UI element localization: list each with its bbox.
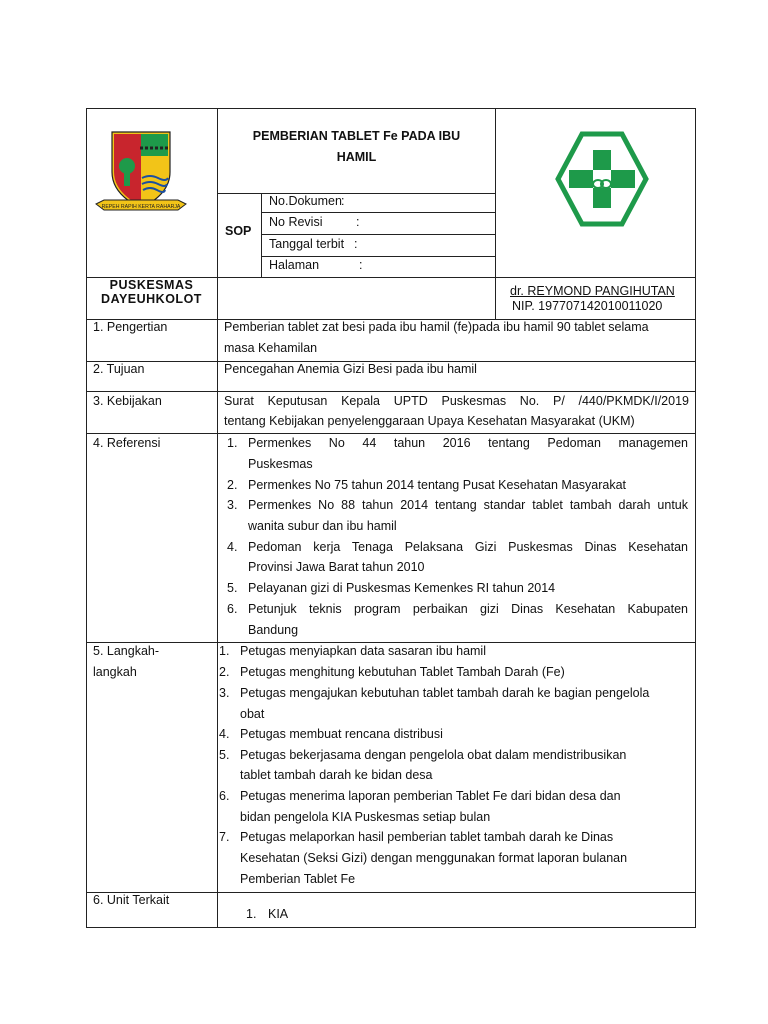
referensi-item-num: 2. bbox=[227, 478, 238, 492]
langkah-item-line: Petugas membuat rencana distribusi bbox=[240, 727, 443, 741]
pengertian-label: 1. Pengertian bbox=[93, 320, 168, 334]
kebijakan-label: 3. Kebijakan bbox=[93, 394, 162, 408]
langkah-item-line: Petugas menerima laporan pemberian Tablet Fe dari bidan desa dan bbox=[240, 789, 621, 803]
pengertian-text-line1: Pemberian tablet zat besi pada ibu hamil (fe)pada ibu hamil 90 tablet selama bbox=[224, 320, 649, 334]
org-name-line2: DAYEUHKOLOT bbox=[101, 292, 202, 306]
referensi-item-num: 6. bbox=[227, 602, 238, 616]
doc-field-label-revision: No Revisi bbox=[269, 215, 323, 229]
puskesmas-cross-icon bbox=[555, 131, 649, 227]
sop-label: SOP bbox=[225, 224, 252, 238]
referensi-item-line2: Provinsi Jawa Barat tahun 2010 bbox=[248, 560, 425, 574]
langkah-item-num: 1. bbox=[219, 644, 230, 658]
title-bottom-line bbox=[217, 193, 496, 194]
doc-field-sep-revision: : bbox=[356, 215, 360, 229]
motto-text: REPEH RAPIH KERTA RAHARJA bbox=[101, 204, 181, 210]
langkah-item-line: Pemberian Tablet Fe bbox=[240, 872, 356, 886]
langkah-item-line: Petugas bekerjasama dengan pengelola obat dalam mendistribusikan bbox=[240, 748, 627, 762]
langkah-item-num: 7. bbox=[219, 830, 230, 844]
langkah-item-line: bidan pengelola KIA Puskesmas setiap bulan bbox=[240, 810, 491, 824]
langkah-item-num: 2. bbox=[219, 665, 230, 679]
table-border-right bbox=[695, 108, 696, 928]
langkah-item-line: Petugas mengajukan kebutuhan tablet tambah darah ke bagian pengelola bbox=[240, 686, 650, 700]
referensi-item-line2: Puskesmas bbox=[248, 457, 313, 471]
langkah-label-line1: 5. Langkah- bbox=[93, 644, 160, 658]
doc-field-line-2 bbox=[261, 234, 496, 235]
referensi-item-line1: Permenkes No 75 tahun 2014 tentang Pusat Kesehatan Masyarakat bbox=[248, 478, 627, 492]
table-border-top bbox=[86, 108, 696, 109]
table-border-left bbox=[86, 108, 87, 928]
unit-terkait-label: 6. Unit Terkait bbox=[93, 893, 170, 907]
langkah-item-line: tablet tambah darah ke bidan desa bbox=[240, 768, 433, 782]
table-border-bottom bbox=[86, 927, 696, 928]
doc-field-label-number: No.Dokumen bbox=[269, 194, 342, 208]
signer-name: dr. REYMOND PANGIHUTAN bbox=[510, 284, 675, 298]
tujuan-text: Pencegahan Anemia Gizi Besi pada ibu hamil bbox=[224, 362, 477, 376]
kebijakan-text-line1: Surat Keputusan Kepala UPTD Puskesmas No. P/ /440/PKMDK/I/2019 bbox=[224, 394, 689, 408]
referensi-item-line1: Petunjuk teknis program perbaikan gizi Dinas Kesehatan Kabupaten bbox=[248, 602, 688, 616]
row-line-2 bbox=[86, 391, 696, 392]
langkah-item-num: 3. bbox=[219, 686, 230, 700]
doc-field-sep-number: : bbox=[341, 194, 345, 208]
kebijakan-text-line2: tentang Kebijakan penyelenggaraan Upaya Kesehatan Masyarakat (UKM) bbox=[224, 414, 635, 428]
referensi-item-line1: Permenkes No 44 tahun 2016 tentang Pedoman managemen bbox=[248, 436, 688, 450]
langkah-label-line2: langkah bbox=[93, 665, 137, 679]
right-logo bbox=[555, 131, 649, 227]
doc-field-sep-date: : bbox=[354, 237, 358, 251]
pengertian-text-line2: masa Kehamilan bbox=[224, 341, 318, 355]
org-name-line1: PUSKESMAS bbox=[109, 278, 194, 292]
langkah-item-line: Petugas menyiapkan data sasaran ibu hamil bbox=[240, 644, 486, 658]
doc-field-label-page: Halaman bbox=[269, 258, 320, 272]
unit-item-text: KIA bbox=[268, 907, 289, 921]
referensi-item-num: 5. bbox=[227, 581, 238, 595]
document-title-line1: PEMBERIAN TABLET Fe PADA IBU bbox=[252, 129, 461, 143]
referensi-item-num: 4. bbox=[227, 540, 238, 554]
referensi-item-num: 1. bbox=[227, 436, 238, 450]
referensi-item-line2: wanita subur dan ibu hamil bbox=[248, 519, 397, 533]
langkah-item-line: Petugas menghitung kebutuhan Tablet Tambah Darah (Fe) bbox=[240, 665, 565, 679]
langkah-item-num: 5. bbox=[219, 748, 230, 762]
doc-field-line-1 bbox=[261, 212, 496, 213]
referensi-label: 4. Referensi bbox=[93, 436, 161, 450]
row-line-3 bbox=[86, 433, 696, 434]
tujuan-label: 2. Tujuan bbox=[93, 362, 145, 376]
referensi-item-line2: Bandung bbox=[248, 623, 299, 637]
doc-field-sep-page: : bbox=[359, 258, 363, 272]
langkah-item-num: 6. bbox=[219, 789, 230, 803]
doc-field-label-date: Tanggal terbit bbox=[269, 237, 345, 251]
body-column-divider bbox=[217, 319, 218, 928]
langkah-item-line: obat bbox=[240, 707, 265, 721]
langkah-item-line: Petugas melaporkan hasil pemberian tablet tambah darah ke Dinas bbox=[240, 830, 614, 844]
langkah-item-num: 4. bbox=[219, 727, 230, 741]
referensi-item-num: 3. bbox=[227, 498, 238, 512]
shield-emblem-icon bbox=[94, 126, 188, 218]
left-logo bbox=[94, 126, 188, 218]
unit-item-num: 1. bbox=[246, 907, 257, 921]
row-line-5 bbox=[86, 892, 696, 893]
sop-divider bbox=[261, 193, 262, 277]
referensi-item-line1: Permenkes No 88 tahun 2014 tentang standar tablet tambah darah untuk bbox=[248, 498, 688, 512]
referensi-item-line1: Pelayanan gizi di Puskesmas Kemenkes RI tahun 2014 bbox=[248, 581, 556, 595]
document-title-line2: HAMIL bbox=[336, 150, 377, 164]
referensi-item-line1: Pedoman kerja Tenaga Pelaksana Gizi Puskesmas Dinas Kesehatan bbox=[248, 540, 688, 554]
langkah-item-line: Kesehatan (Seksi Gizi) dengan menggunakan format laporan bulanan bbox=[240, 851, 628, 865]
signer-nip: NIP. 197707142010011020 bbox=[512, 299, 663, 313]
